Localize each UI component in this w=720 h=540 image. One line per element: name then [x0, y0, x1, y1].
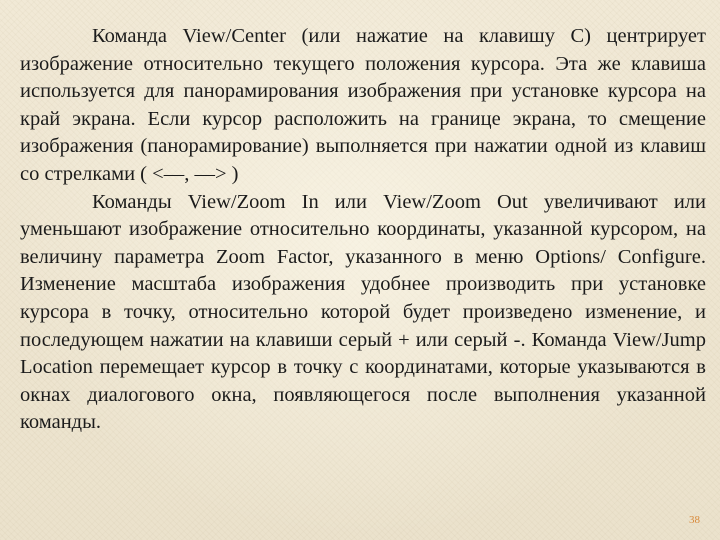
slide-body-text: [20, 23, 706, 437]
paragraph-view-center: Команда View/Center (или нажатие на клавишу С) центрирует изображение относительно текущего положения курсора. Эта же клавиша используется для панорамирования изображения при установке курсора на край экрана. Если курсор расположить на границе экрана, то смещение изображения (панорамирование) выполняется при нажатии одной из клавиш со стрелками ( <—, —> ): [20, 25, 706, 185]
page-number: 38: [689, 514, 700, 526]
paragraph-view-zoom: Команды View/Zoom In или View/Zoom Out увеличивают или уменьшают изображение относительно координаты, указанной курсором, на величину параметра Zoom Factor, указанного в меню Options/ Configure. Изменение масштаба изображения удобнее производить при установке курсора в точку, относительно которой будет произведено изменение, и последующем нажатии на клавиши серый + или серый -. Команда View/Jump Location перемещает курсор в точку с координатами, которые указываются в окнах диалогового окна, появляющегося после выполнения указанной команды.: [20, 190, 706, 434]
